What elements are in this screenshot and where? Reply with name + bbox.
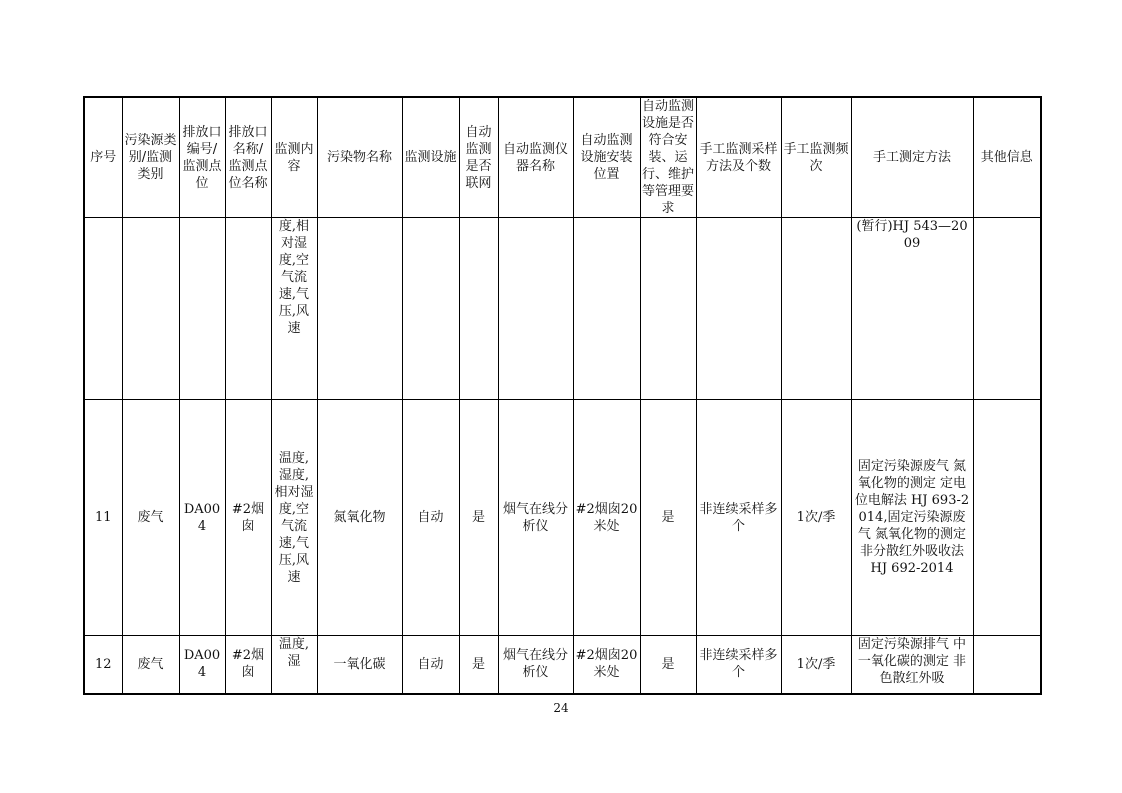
cell-networked [459,218,498,400]
cell-manual-test: (暂行)HJ 543—2009 [851,218,973,400]
cell-instrument [498,218,573,400]
cell-seq: 12 [84,636,122,694]
header-content: 监测内容 [271,97,317,218]
cell-outlet-id [179,218,225,400]
cell-install-pos: #2烟囱20米处 [573,400,640,636]
table-row [84,636,1041,694]
cell-content: 度,相对湿度,空气流速,气压,风速 [271,218,317,400]
header-outlet-name: 排放口名称/监测点位名称 [225,97,271,218]
cell-pollutant: 一氧化碳 [317,636,402,694]
cell-manual-test: 固定污染源排气 中一氧化碳的测定 非色散红外吸 [851,636,973,694]
cell-seq: 11 [84,400,122,636]
header-source-type: 污染源类别/监测类别 [122,97,179,218]
table-row [84,218,1041,400]
cell-networked: 是 [459,636,498,694]
cell-instrument: 烟气在线分析仪 [498,400,573,636]
cell-source-type [122,218,179,400]
header-row [84,97,1041,218]
cell-pollutant [317,218,402,400]
header-seq: 序号 [84,97,122,218]
cell-install-pos [573,218,640,400]
header-manual-freq: 手工监测频次 [781,97,851,218]
cell-compliance: 是 [640,400,696,636]
header-outlet-id: 排放口编号/监测点位 [179,97,225,218]
header-compliance: 自动监测设施是否符合安装、运行、维护等管理要求 [641,99,694,216]
cell-manual-method: 非连续采样多个 [696,636,781,694]
monitoring-table [83,96,1042,695]
cell-outlet-name: #2烟囱 [225,400,271,636]
cell-install-pos: #2烟囱20米处 [573,636,640,694]
header-other: 其他信息 [973,97,1041,218]
header-pollutant: 污染物名称 [317,97,402,218]
cell-manual-freq: 1次/季 [781,400,851,636]
cell-instrument: 烟气在线分析仪 [498,636,573,694]
cell-other [973,636,1041,694]
header-networked: 自动监测是否联网 [459,97,498,218]
cell-content: 温度,湿 [271,636,317,694]
cell-source-type: 废气 [122,400,179,636]
cell-other [973,400,1041,636]
cell-content: 温度,湿度,相对湿度,空气流速,气压,风速 [271,400,317,636]
cell-facility: 自动 [402,400,459,636]
table-row [84,400,1041,636]
cell-manual-method: 非连续采样多个 [696,400,781,636]
page-number: 24 [553,701,569,715]
cell-source-type: 废气 [122,636,179,694]
header-instrument: 自动监测仪器名称 [498,97,573,218]
cell-networked: 是 [459,400,498,636]
cell-manual-freq [781,218,851,400]
cell-outlet-name: #2烟囱 [225,636,271,694]
cell-seq [84,218,122,400]
cell-outlet-id: DA004 [179,400,225,636]
cell-pollutant: 氮氧化物 [317,400,402,636]
cell-compliance: 是 [640,636,696,694]
cell-manual-freq: 1次/季 [781,636,851,694]
header-facility: 监测设施 [402,97,459,218]
cell-outlet-name [225,218,271,400]
cell-other [973,218,1041,400]
cell-manual-method [696,218,781,400]
cell-facility [402,218,459,400]
cell-outlet-id: DA004 [179,636,225,694]
header-install-pos: 自动监测设施安装位置 [573,97,640,218]
header-manual-method: 手工监测采样方法及个数 [696,97,781,218]
header-manual-test: 手工测定方法 [851,97,973,218]
cell-facility: 自动 [402,636,459,694]
cell-manual-test: 固定污染源废气 氮氧化物的测定 定电位电解法 HJ 693-2014,固定污染源废气 氮氧化物的测定 非分散红外吸收法 HJ 692-2014 [851,400,973,636]
cell-compliance [640,218,696,400]
